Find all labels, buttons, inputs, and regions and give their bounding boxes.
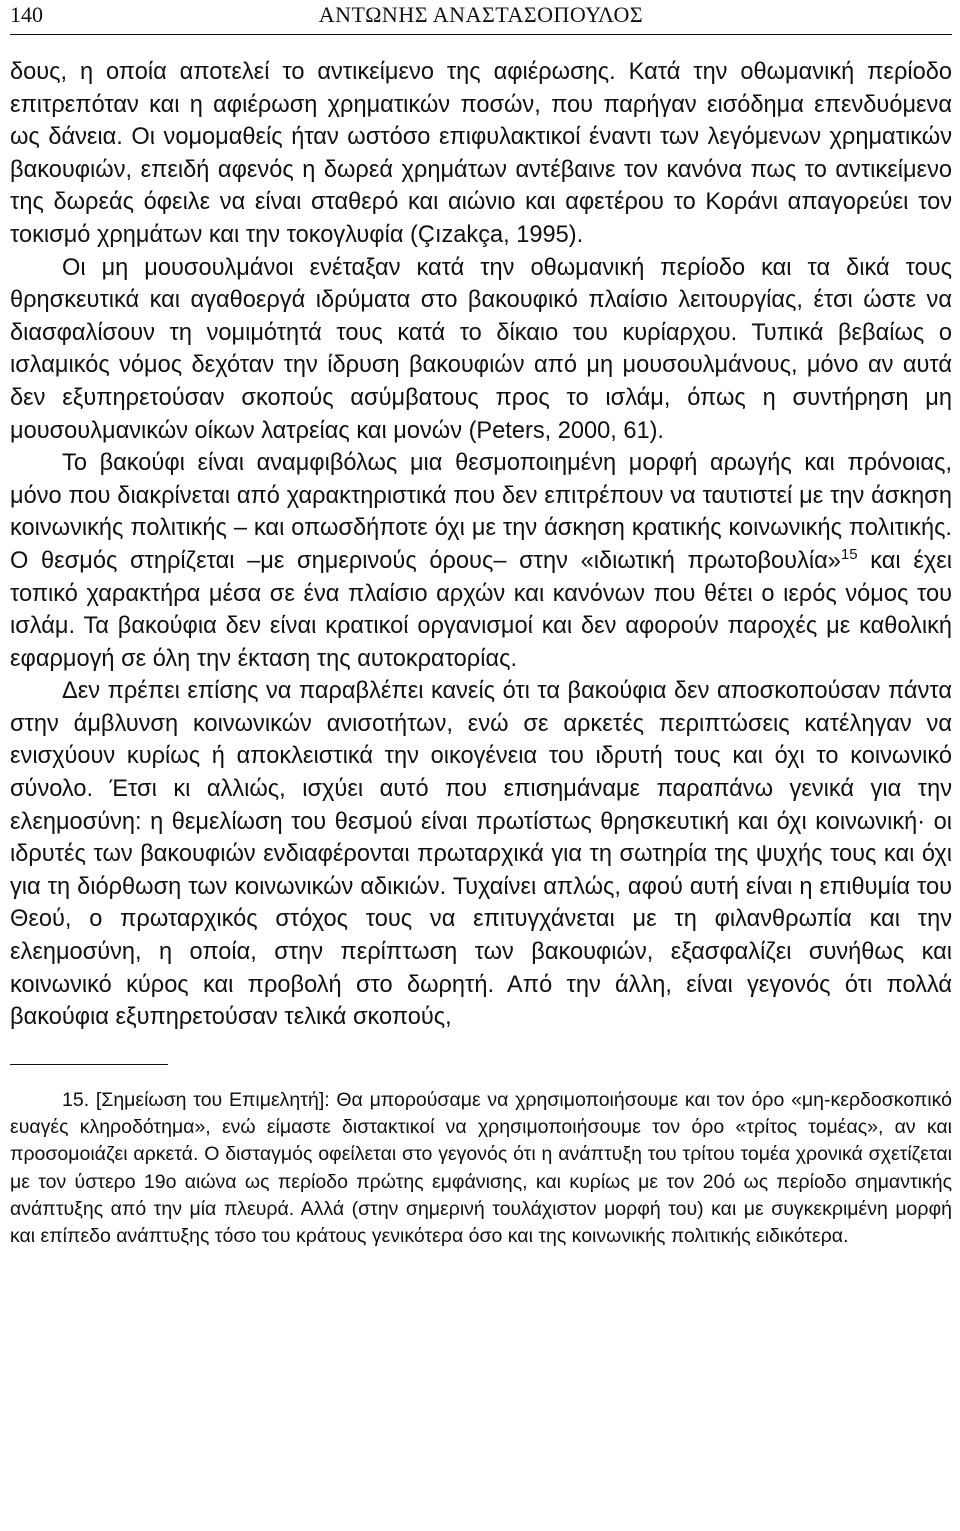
main-text [10,56,952,1034]
footnote-reference-15[interactable]: 15 [840,546,858,564]
running-header [10,0,952,35]
paragraph-continuation: δους, η οποία αποτελεί το αντικείμενο της αφιέρωσης. Κατά την οθωμανική περίοδο επιτρεπόταν και η αφιέρωση χρηματικών ποσών, που παρήγαν εισόδημα επενδυόμενα ως δάνεια. Οι νομομαθείς ήταν ωστόσο επιφυλακτικοί έναντι των λεγόμενων χρηματικών βακουφιών, επειδή αφενός η δωρεά χρημάτων αντέβαινε τον κανόνα πως το αντικείμενο της δωρεάς όφειλε να είναι σταθερό και αιώνιο και αφετέρου το Κοράνι απαγορεύει τον τοκισμό χρημάτων και την τοκογλυφία (Çızakça, 1995). [10,59,952,248]
running-title: ΑΝΤΩΝΗΣ ΑΝΑΣΤΑΣΟΠΟΥΛΟΣ [318,2,644,27]
footnote-15: 15. [Σημείωση του Επιμελητή]: Θα μπορούσαμε να χρησιμοποιήσουμε και τον όρο «μη-κερδοσκοπικό ευαγές κληροδότημα», ενώ είμαστε διστακτικοί να χρησιμοποιήσουμε τον όρο «τρίτος τομέας», αν και προσομοιάζει αρκετά. Ο δισταγμός οφείλεται στο γεγονός ότι η ανάπτυξη του τρίτου τομέα χρονικά σχετίζεται με τον ύστερο 19ο αιώνα ως περίοδο πρώτης εμφάνισης, και κυρίως με τον 20ό ως περίοδο σημαντικής ανάπτυξης από την μία πλευρά. Αλλά (στην σημερινή τουλάχιστον μορφή του) και με συγκεκριμένη μορφή και επίπεδο ανάπτυξης τόσο του κράτους γενικότερα όσο και της κοινωνικής πολιτικής ειδικότερα. [10,1088,952,1248]
footnote-divider [10,1064,168,1065]
book-page [10,0,952,1251]
paragraph-non-muslims: Οι μη μουσουλμάνοι ενέταξαν κατά την οθωμανική περίοδο και τα δικά τους θρησκευτικά και αγαθοεργά ιδρύματα στο βακουφικό πλαίσιο λειτουργίας, έτσι ώστε να διασφαλίσουν τη νομιμότητά τους κατά το δίκαιο του κυρίαρχου. Τυπικά βεβαίως ο ισλαμικός νόμος δεχόταν την ίδρυση βακουφιών από μη μουσουλμάνους, μόνο αν αυτά δεν εξυπηρετούσαν σκοπούς ασύμβατους προς το ισλάμ, όπως η συντήρηση μη μουσουλμανικών οίκων λατρείας και μονών (Peters, 2000, 61). [10,254,952,444]
footnotes [10,1087,952,1251]
paragraph-text-after-note: και έχει τοπικό χαρακτήρα μέσα σε ένα πλαίσιο αρχών και κανόνων που θέτει ο ιερός νόμος του ισλάμ. Τα βακούφια δεν είναι κρατικοί οργανισμοί και δεν αφορούν παροχές με καθολική εφαρμογή σε όλη την έκταση της αυτοκρατορίας. [10,547,952,672]
paragraph-text-before-note: Το βακούφι είναι αναμφιβόλως μια θεσμοποιημένη μορφή αρωγής και πρόνοιας, μόνο που διακρίνεται από χαρακτηριστικά που δεν επιτρέπουν να ταυτιστεί με την άσκηση κοινωνικής πολιτικής – και οπωσδήποτε όχι με την άσκηση κρατικής κοινωνικής πολιτικής. Ο θεσμός στηρίζεται –με σημερινούς όρους– στην «ιδιωτική πρωτοβουλία» [10,450,952,574]
paragraph-vakf-institution [10,447,952,675]
page-number: 140 [10,2,43,27]
paragraph-social-inequality: Δεν πρέπει επίσης να παραβλέπει κανείς ότι τα βακούφια δεν αποσκοπούσαν πάντα στην άμβλυνση κοινωνικών ανισοτήτων, ενώ σε αρκετές περιπτώσεις κατέληγαν να ενισχύουν κυρίως ή αποκλειστικά την οικογένεια του ιδρυτή τους και όχι το κοινωνικό σύνολο. Έτσι κι αλλιώς, ισχύει αυτό που επισημάναμε παραπάνω γενικά για την ελεημοσύνη: η θεμελίωση του θεσμού είναι πρωτίστως θρησκευτική και όχι κοινωνική· οι ιδρυτές των βακουφιών ενδιαφέρονται πρωταρχικά για τη σωτηρία της ψυχής τους και όχι για τη διόρθωση των κοινωνικών αδικιών. Τυχαίνει απλώς, αφού αυτή είναι η επιθυμία του Θεού, ο πρωταρχικός στόχος τους να επιτυγχάνεται με τη φιλανθρωπία και την ελεημοσύνη, η οποία, στην περίπτωση των βακουφιών, εξασφαλίζει συνήθως και κοινωνικό κύρος και προβολή στο δωρητή. Από την άλλη, είναι γεγονός ότι πολλά βακούφια εξυπηρετούσαν τελικά σκοπούς, [10,678,952,1031]
